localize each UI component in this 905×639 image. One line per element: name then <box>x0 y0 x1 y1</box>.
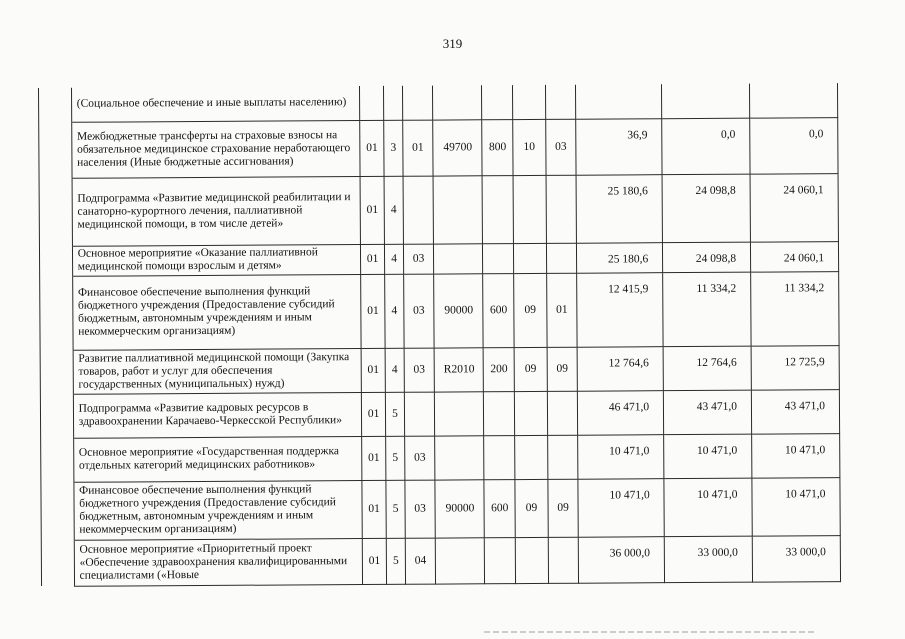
row-name: Развитие паллиативной медицинской помощи (Закупка товаров, работ и услуг для обеспечения государственных (муниципальных) нужд) <box>73 348 361 394</box>
value-cell: 33 000,0 <box>752 535 840 582</box>
code-cell <box>513 243 546 273</box>
value-cell: 36 000,0 <box>579 536 665 583</box>
code-cell <box>547 435 578 479</box>
code-cell: 09 <box>548 479 579 537</box>
code-cell: 4 <box>385 274 404 348</box>
code-cell: 03 <box>545 119 576 175</box>
value-cell: 0,0 <box>750 117 838 174</box>
code-cell: 01 <box>362 480 387 538</box>
table-row <box>41 433 840 482</box>
table-row <box>41 535 840 586</box>
row-name: Подпрограмма «Развитие кадровых ресурсов в здравоохранении Карачаево-Черкесской Республики» <box>73 392 361 438</box>
code-cell <box>515 537 548 583</box>
code-cell: 09 <box>547 347 578 391</box>
table-row <box>38 83 837 122</box>
value-cell: 46 471,0 <box>578 390 664 435</box>
value-cell: 11 334,2 <box>751 271 839 346</box>
code-cell <box>434 243 483 273</box>
code-cell: 01 <box>546 273 577 347</box>
code-cell: 4 <box>384 176 403 244</box>
code-cell <box>515 435 548 479</box>
value-cell: 0,0 <box>662 118 750 175</box>
code-cell: 5 <box>387 538 406 584</box>
value-cell: 10 471,0 <box>752 433 840 478</box>
code-cell <box>484 391 515 435</box>
value-cell: 10 471,0 <box>578 434 664 479</box>
blank-cell <box>39 178 72 246</box>
value-cell: 12 415,9 <box>577 272 663 347</box>
code-cell: 200 <box>483 347 514 391</box>
code-cell: 01 <box>361 436 386 480</box>
code-cell: 600 <box>484 479 515 537</box>
code-cell <box>485 537 516 583</box>
blank-cell <box>40 276 73 350</box>
table-row <box>40 389 839 438</box>
value-cell: 25 180,6 <box>576 174 662 243</box>
code-cell <box>402 86 433 120</box>
code-cell: 01 <box>402 120 433 176</box>
value-cell: 33 000,0 <box>664 536 752 583</box>
blank-cell <box>40 394 73 438</box>
code-cell <box>433 175 482 243</box>
code-cell <box>404 392 435 436</box>
row-name: Основное мероприятие «Государственная поддержка отдельных категорий медицинских работников» <box>73 436 361 482</box>
code-cell: 01 <box>361 392 386 436</box>
code-cell: 03 <box>403 274 434 348</box>
row-name: Основное мероприятие «Оказание паллиативной медицинской помощи взрослым и детям» <box>72 244 360 276</box>
table-row <box>41 477 840 540</box>
code-cell <box>403 176 434 244</box>
code-cell <box>433 85 482 119</box>
blank-cell <box>41 438 74 482</box>
table-row <box>39 241 838 276</box>
value-cell: 24 060,1 <box>750 241 838 272</box>
table-row <box>39 117 838 178</box>
code-cell: 03 <box>403 244 434 274</box>
value-cell: 10 471,0 <box>578 478 664 537</box>
value-cell <box>662 84 750 119</box>
code-cell: 09 <box>515 479 548 537</box>
row-name: Финансовое обеспечение выполнения функций бюджетного учреждения (Предоставление субсидий бюджетным, автономным учреждениям и иным некоммерческим организациям) <box>74 480 362 540</box>
row-name: Финансовое обеспечение выполнения функций бюджетного учреждения (Предоставление субсидий бюджетным, автономным учреждениям и иным некоммерческим организациям) <box>72 274 361 350</box>
code-cell: 01 <box>360 274 385 348</box>
code-cell: 600 <box>483 273 514 347</box>
row-name: Основное мероприятие «Приоритетный проект «Обеспечение здравоохранения квалифицированными специалистами («Новые <box>74 538 362 586</box>
code-cell: 01 <box>361 348 386 392</box>
table-row <box>40 271 839 350</box>
code-cell: 01 <box>360 176 385 244</box>
value-cell: 24 060,1 <box>750 173 838 242</box>
code-cell <box>435 435 484 479</box>
code-cell: 4 <box>385 348 404 392</box>
code-cell <box>484 435 515 479</box>
value-cell: 10 471,0 <box>664 434 752 479</box>
blank-cell <box>38 88 71 122</box>
table-row <box>40 345 839 394</box>
value-cell: 11 334,2 <box>663 272 751 347</box>
code-cell: 09 <box>514 273 547 347</box>
blank-cell <box>39 246 72 276</box>
code-cell: 5 <box>386 392 405 436</box>
code-cell: 03 <box>404 436 435 480</box>
code-cell: 90000 <box>434 273 483 347</box>
code-cell: 90000 <box>435 479 484 537</box>
value-cell: 43 471,0 <box>664 390 752 435</box>
scan-artifact-line <box>484 631 814 633</box>
value-cell: 25 180,6 <box>577 242 663 273</box>
value-cell: 12 764,6 <box>577 346 663 391</box>
value-cell <box>576 84 662 119</box>
budget-table <box>38 83 841 586</box>
code-cell: 03 <box>404 348 435 392</box>
row-name: Подпрограмма «Развитие медицинской реабилитации и санаторно-курортного лечения, паллиативной медицинской помощи, в том числе детей» <box>72 176 361 246</box>
blank-cell <box>40 350 73 394</box>
value-cell: 36,9 <box>576 118 662 175</box>
page-number: 319 <box>442 36 463 51</box>
code-cell <box>514 391 547 435</box>
budget-table-container <box>38 83 841 586</box>
code-cell: 10 <box>513 119 546 175</box>
code-cell <box>482 85 513 119</box>
code-cell: 01 <box>360 120 385 176</box>
blank-cell <box>41 540 74 586</box>
value-cell: 43 471,0 <box>751 389 839 434</box>
value-cell: 12 725,9 <box>751 345 839 390</box>
code-cell <box>359 86 384 120</box>
code-cell <box>482 175 513 243</box>
code-cell <box>545 85 576 119</box>
code-cell: 49700 <box>433 119 482 175</box>
code-cell: 04 <box>405 538 436 584</box>
code-cell: 5 <box>386 480 405 538</box>
code-cell: 800 <box>482 119 513 175</box>
value-cell: 10 471,0 <box>664 478 752 537</box>
table-row <box>39 173 838 246</box>
code-cell <box>436 537 485 583</box>
blank-cell <box>39 122 72 178</box>
code-cell: 3 <box>384 120 403 176</box>
value-cell: 24 098,8 <box>662 174 750 243</box>
code-cell <box>513 85 546 119</box>
blank-cell <box>41 482 74 540</box>
code-cell: 03 <box>405 480 436 538</box>
code-cell: 01 <box>360 244 385 274</box>
code-cell <box>384 86 403 120</box>
value-cell: 24 098,8 <box>663 242 751 273</box>
code-cell: 09 <box>514 347 547 391</box>
code-cell: 01 <box>362 538 387 584</box>
value-cell: 12 764,6 <box>663 346 751 391</box>
code-cell <box>548 537 579 583</box>
code-cell: 5 <box>386 436 405 480</box>
value-cell: 10 471,0 <box>752 477 840 536</box>
row-name: (Социальное обеспечение и иные выплаты населению) <box>71 86 359 122</box>
code-cell: 4 <box>385 244 404 274</box>
code-cell <box>513 175 546 243</box>
code-cell: R2010 <box>434 347 483 391</box>
value-cell <box>750 83 838 118</box>
code-cell <box>435 391 484 435</box>
code-cell <box>546 175 577 243</box>
row-name: Межбюджетные трансферты на страховые взносы на обязательное медицинское страхование неработающего населения (Иные бюджетные ассигнования) <box>71 120 359 178</box>
code-cell <box>483 243 514 273</box>
code-cell <box>546 243 577 273</box>
code-cell <box>547 391 578 435</box>
